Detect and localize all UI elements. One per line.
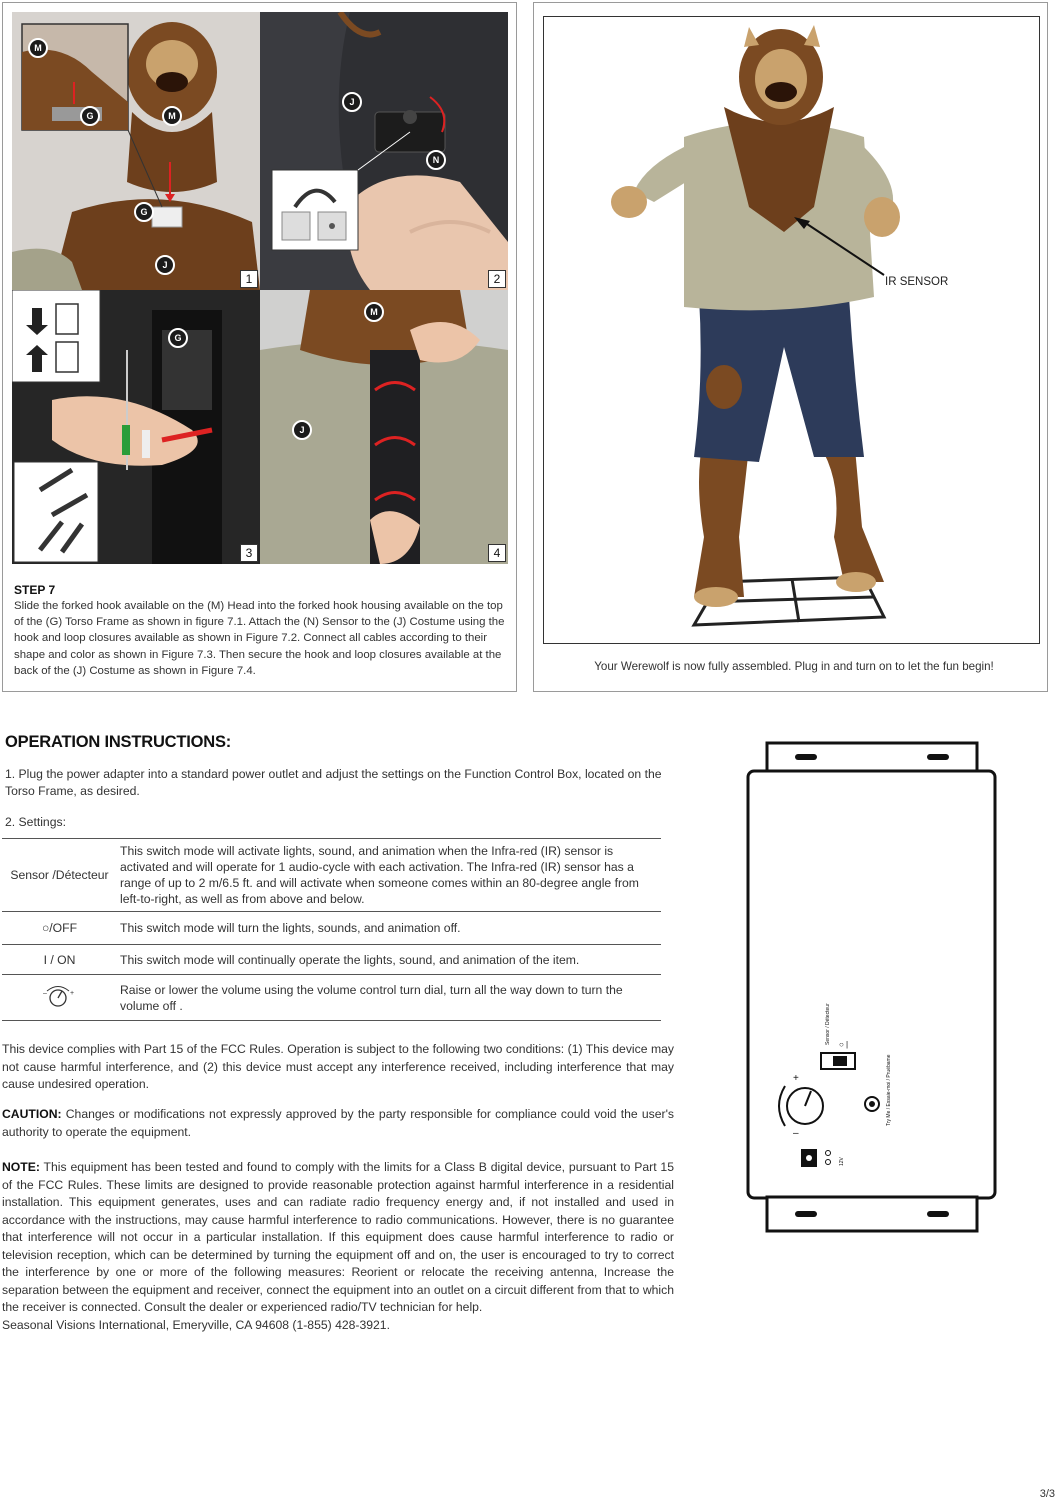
- step-title: STEP 7: [14, 583, 56, 597]
- operation-step-1: 1. Plug the power adapter into a standard power outlet and adjust the settings on the Function Control Box, located on the Torso Frame, as desired.: [5, 767, 662, 798]
- werewolf-illustration: [544, 17, 1039, 643]
- part-badge-m: M: [364, 302, 384, 322]
- sensor-attach-illustration: [260, 12, 508, 290]
- figure-number: 1: [240, 270, 258, 288]
- table-row: [2, 945, 661, 975]
- figure-7-2: [260, 12, 508, 290]
- assembled-caption: Your Werewolf is now fully assembled. Plug in and turn on to let the fun begin!: [594, 660, 994, 673]
- part-badge-j: J: [292, 420, 312, 440]
- switch-marks: ○ |: [839, 1040, 849, 1049]
- caution-paragraph: [2, 1106, 674, 1141]
- mode-description: This switch mode will activate lights, sound, and animation when the Infra-red (IR) sensor is activated and will operate for 1 audio-cycle with each activation. The Infra-red (IR) sensor has a range of up to 2 m/6.5 ft. and will activate when someone comes within an 80-degree angle from left-to-right, as well as from above and below.: [117, 839, 661, 912]
- switch-label: Sensor / Détecteur: [825, 1003, 831, 1045]
- control-box-illustration: [745, 741, 1000, 1235]
- try-me-label: Try Me / Essaie-moi / Pruébame: [886, 1054, 892, 1126]
- figure-number: 3: [240, 544, 258, 562]
- operation-heading: OPERATION INSTRUCTIONS:: [5, 733, 232, 751]
- table-row: [2, 975, 661, 1021]
- note-label: NOTE:: [2, 1160, 40, 1174]
- part-badge-g: G: [80, 106, 100, 126]
- mode-off: ○/OFF: [2, 912, 117, 945]
- part-badge-g: G: [168, 328, 188, 348]
- ir-sensor-label: IR SENSOR: [885, 276, 949, 288]
- step-body: Slide the forked hook available on the (M) Head into the forked hook housing available on the top of the (G) Torso Frame as shown in figure 7.1. Attach the (N) Sensor to the (J) Costume using the hook and loop closures available as shown in Figure 7.2. Connect all cables according to their shape and color as shown in Figure 7.3. Then secure the hook and loop closures available at the back of the (J) Costume as shown in Figure 7.4.: [14, 600, 505, 677]
- fcc-compliance: This device complies with Part 15 of the FCC Rules. Operation is subject to the following two conditions: (1) This device may not cause harmful interference, and (2) this device must accept any interference received, including interference that may cause undesired operation.: [2, 1042, 674, 1091]
- volume-minus: –: [793, 1128, 799, 1139]
- figure-number: 2: [488, 270, 506, 288]
- caution-label: CAUTION:: [2, 1107, 62, 1121]
- company-address: Seasonal Visions International, Emeryville, CA 94608 (1-855) 428-3921.: [2, 1318, 390, 1332]
- part-badge-m: M: [28, 38, 48, 58]
- mode-volume: [2, 975, 117, 1021]
- part-badge-n: N: [426, 150, 446, 170]
- part-badge-j: J: [342, 92, 362, 112]
- volume-plus: +: [793, 1073, 799, 1084]
- mode-description: This switch mode will continually operate the lights, sound, and animation of the item.: [117, 945, 661, 975]
- note-paragraph: [2, 1159, 674, 1317]
- part-badge-g: G: [134, 202, 154, 222]
- figure-7-4: [260, 290, 508, 564]
- page-number: 3/3: [1039, 1488, 1055, 1500]
- settings-label: 2. Settings:: [5, 815, 66, 829]
- note-text: This equipment has been tested and found to comply with the limits for a Class B digital device, pursuant to Part 15 of the FCC Rules. These limits are designed to provide reasonable protection against harmful interference in a residential installation. This equipment generates, uses and can radiate radio frequency energy and, if not installed and used in accordance with the instructions, may cause harmful interference to radio communications. However, there is no guarantee that interference will not occur in a particular installation. If this equipment does cause harmful interference to radio or television reception, which can be determined by turning the equipment off and on, the user is encouraged to try to correct the interference by one or more of the following measures: Reorient or relocate the receiving antenna, Increase the separation between the equipment and receiver, connect the equipment into an outlet on a circuit different from that to which the receiver is connected. Consult the dealer or experienced radio/TV technician for help.: [2, 1160, 674, 1314]
- svg-text:–: –: [42, 990, 47, 997]
- figure-7-1: [12, 12, 260, 290]
- part-badge-j: J: [155, 255, 175, 275]
- table-row: [2, 839, 661, 912]
- figure-number: 4: [488, 544, 506, 562]
- mode-sensor: Sensor /Détecteur: [2, 839, 117, 912]
- table-row: [2, 912, 661, 945]
- mode-description: This switch mode will turn the lights, sounds, and animation off.: [117, 912, 661, 945]
- volume-dial-icon: [42, 981, 78, 1011]
- mode-on: I / ON: [2, 945, 117, 975]
- svg-text:+: +: [69, 990, 74, 997]
- mode-description: Raise or lower the volume using the volume control turn dial, turn all the way down to turn the volume off .: [117, 975, 661, 1021]
- caution-text: Changes or modifications not expressly approved by the party responsible for compliance could void the user's authority to operate the equipment.: [2, 1107, 674, 1139]
- assembled-figure: [543, 16, 1040, 644]
- control-box-diagram: [745, 741, 1000, 1235]
- cable-connect-illustration: [12, 290, 260, 564]
- settings-table: [2, 838, 661, 1021]
- power-label: 12V: [839, 1157, 845, 1166]
- head-attach-illustration: [12, 12, 260, 290]
- part-badge-m: M: [162, 106, 182, 126]
- figure-7-3: [12, 290, 260, 564]
